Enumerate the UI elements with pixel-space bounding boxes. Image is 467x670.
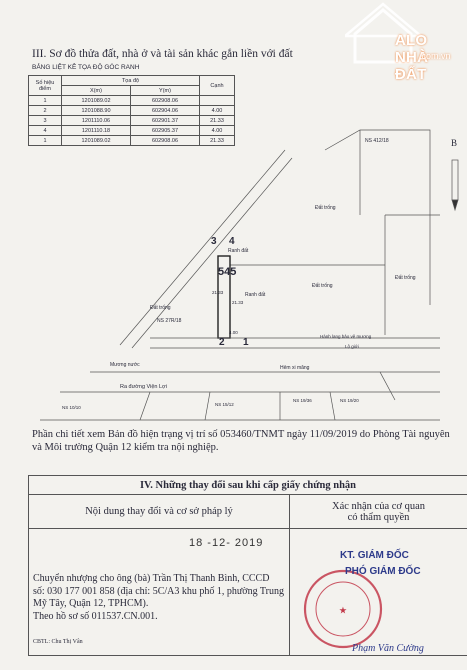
map-label-canal: Mương nước <box>110 362 140 368</box>
map-label-setback: Lộ giới <box>345 344 359 349</box>
lot-edge-left: 21.33 <box>212 290 224 295</box>
watermark-domain: .com.vn <box>419 51 451 61</box>
coord-table-title: BẢNG LIỆT KÊ TỌA ĐỘ GÓC RANH <box>32 64 140 71</box>
change-line: số: 030 177 001 858 (địa chỉ: 5C/A3 khu phố 1, phường Trung <box>33 585 284 597</box>
cell-x: 1201089.02 <box>62 136 131 146</box>
cell-x: 1201110.18 <box>62 126 131 136</box>
col-coord-header: Tọa độ <box>62 76 200 86</box>
cell-edge: 21.33 <box>200 116 235 126</box>
map-label-empty-lot: Đất trống <box>312 283 333 289</box>
map-label-ns-left: NS 27R/18 <box>157 318 182 324</box>
map-label-empty-lot: Đất trống <box>395 275 416 281</box>
north-arrow-icon <box>452 160 458 200</box>
signature-title-1: KT. GIÁM ĐỐC <box>340 550 409 561</box>
cell-point: 1 <box>29 136 62 146</box>
change-date: 18 -12- 2019 <box>189 537 264 549</box>
authority-header <box>290 495 467 529</box>
map-label-boundary: Ranh đất <box>245 292 266 298</box>
map-label-road: Ra đường Viện Lợi <box>120 384 167 390</box>
cell-y: 602904.06 <box>131 106 200 116</box>
lot-edge-bottom: 4.00 <box>229 330 238 335</box>
change-line: Mỹ Tây, Quận 12, TPHCM). <box>33 598 149 609</box>
map-label-legal-note: Hành lang bảo vệ mương <box>320 334 372 339</box>
col-y-header: Y(m) <box>131 86 200 96</box>
cell-point: 3 <box>29 116 62 126</box>
official-seal-icon <box>302 568 384 650</box>
change-line: Chuyển nhượng cho ông (bà) Trần Thị Thanh Bình, CCCD <box>33 573 270 584</box>
road-line <box>132 158 292 348</box>
cell-point: 1 <box>29 96 62 106</box>
clerk-note: CBTL: Chu Thị Vân <box>33 639 83 645</box>
cell-point: 2 <box>29 106 62 116</box>
cell-y: 602908.06 <box>131 96 200 106</box>
map-label-ns-bottom: NS 19/36 <box>293 398 312 403</box>
map-label-ns-bottom: NS 19/20 <box>340 398 359 403</box>
cell-edge: 21.33 <box>200 136 235 146</box>
lot-boundary <box>205 392 210 420</box>
corner-label: 2 <box>219 337 225 348</box>
lot-edge-right: 21.33 <box>232 300 244 305</box>
north-arrow-tip-icon <box>452 200 458 210</box>
map-label-empty-lot: Đất trống <box>315 205 336 211</box>
map-label-boundary: Ranh đất <box>228 248 249 254</box>
lot-boundary <box>380 372 395 400</box>
lot-number: 545 <box>218 266 237 278</box>
col-x-header: X(m) <box>62 86 131 96</box>
cell-point: 4 <box>29 126 62 136</box>
map-label-ns-top-right: NS 412/18 <box>365 138 389 144</box>
road-line <box>120 150 285 345</box>
svg-text:★: ★ <box>339 606 347 615</box>
cell-y: 602905.37 <box>131 126 200 136</box>
map-label-ns-bottom: NS 15/12 <box>215 402 234 407</box>
map-reference-note: Phần chi tiết xem Bản đồ hiện trạng vị trí số 053460/TNMT ngày 11/09/2019 do Phòng Tài nguyên và Môi trường Quận 12 kiểm tra nội nghiệp. <box>32 429 450 453</box>
watermark-brand: ALO NHÀ ĐẤT <box>395 32 429 83</box>
map-label-alley: Hẻm xi măng <box>280 365 310 371</box>
cell-x: 1201110.06 <box>62 116 131 126</box>
cell-edge: 4.00 <box>200 106 235 116</box>
lot-boundary <box>330 392 335 420</box>
corner-label: 3 <box>211 236 217 247</box>
cell-y: 602908.06 <box>131 136 200 146</box>
change-description <box>33 573 288 623</box>
signature-title-2: PHÓ GIÁM ĐỐC <box>345 566 421 577</box>
corner-label: 4 <box>229 236 235 247</box>
north-mark: B <box>451 138 458 148</box>
section-3-title: III. Sơ đồ thửa đất, nhà ở và tài sản khác gắn liền với đất <box>32 48 293 60</box>
lot-boundary <box>140 392 150 420</box>
cell-edge: 4.00 <box>200 126 235 136</box>
map-label-empty-lot: Đất trống <box>150 305 171 311</box>
col-edge-header: Cạnh <box>200 76 235 96</box>
cell-x: 1201089.02 <box>62 96 131 106</box>
change-line: Theo hồ sơ số 011537.CN.001. <box>33 610 158 622</box>
changes-content-header: Nội dung thay đổi và cơ sở pháp lý <box>29 495 290 529</box>
change-entry <box>29 529 290 656</box>
authority-header-line2: có thẩm quyền <box>347 511 410 523</box>
cell-y: 602901.37 <box>131 116 200 126</box>
col-point-header: Số hiệu điểm <box>29 76 62 96</box>
section-4-title: IV. Những thay đổi sau khi cấp giấy chứng nhận <box>29 476 467 495</box>
map-label-ns-bottom: NS 10/10 <box>62 405 81 410</box>
cell-x: 1201088.90 <box>62 106 131 116</box>
corner-label: 1 <box>243 337 249 348</box>
authority-header-line1: Xác nhận của cơ quan <box>331 500 425 512</box>
signer-name: Phạm Văn Cường <box>352 643 424 654</box>
